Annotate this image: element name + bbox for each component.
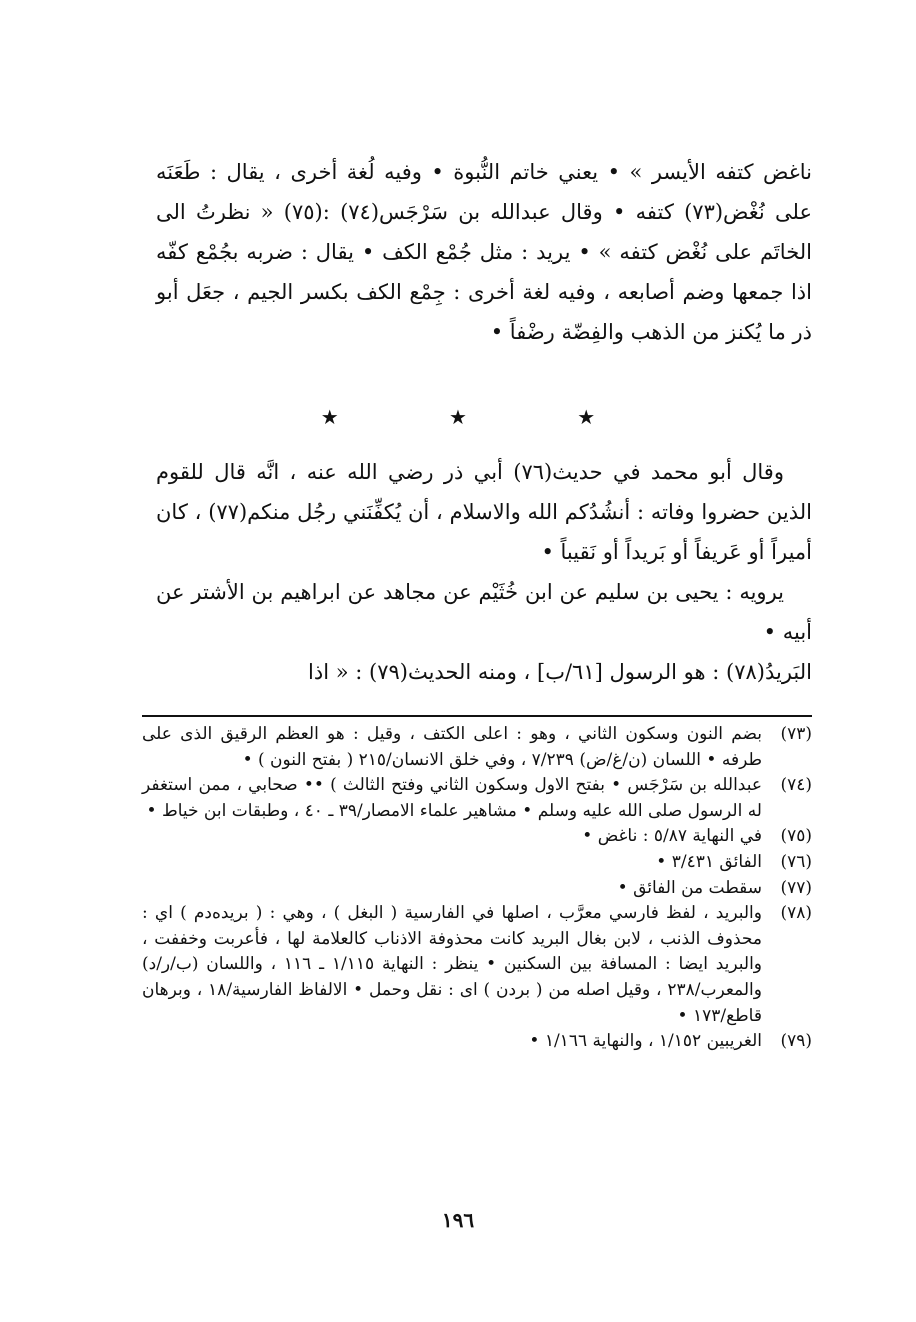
- footnote-text: الغريبين ١/١٥٢ ، والنهاية ١/١٦٦ •: [529, 1031, 762, 1052]
- footnote-divider: [142, 715, 812, 717]
- paragraph: ناغض كتفه الأيسر » • يعني خاتم النُّبوة • وفيه لُغة أخرى ، يقال : طَعَنَه على نُغْض(٧٣) كتفه • وقال عبدالله بن سَرْجَس(٧٤) :(٧٥) « نظرتُ الى الخاتَم على نُغْض كتفه » • يريد : مثل جُمْع الكف • يقال : ضربه بجُمْع كفّه اذا جمعها وضم أصابعه ، وفيه لغة أخرى : جِمْع الكف بكسر الجيم ، جعَل أبو ذر ما يُكنز من الذهب والفِضّة رضْفاً •: [156, 160, 812, 344]
- footnote-text: عبدالله بن سَرْجَس • بفتح الاول وسكون الثاني وفتح الثالث ) •• صحابي ، ممن استغفر له الرسول صلى الله عليه وسلم • مشاهير علماء الامصار/٣٩ ـ ٤٠ ، وطبقات ابن خياط •: [142, 775, 762, 821]
- footnote-number: (٧٧): [780, 877, 812, 898]
- page-number: ١٩٦: [441, 1208, 475, 1232]
- main-text-section-2: [156, 452, 812, 692]
- footnote: [142, 876, 812, 902]
- paragraph: البَريدُ(٧٨) : هو الرسول [٦١/ب] ، ومنه الحديث(٧٩) : « اذا: [308, 660, 812, 684]
- footnotes: [142, 722, 812, 1055]
- footnote: [142, 901, 812, 1029]
- paragraph: يرويه : يحيى بن سليم عن ابن خُثَيْم عن مجاهد عن ابراهيم بن الأشتر عن أبيه •: [156, 580, 812, 644]
- footnote-number: (٧٦): [780, 851, 812, 872]
- footnote-number: (٧٤): [780, 775, 812, 796]
- paragraph: وقال أبو محمد في حديث(٧٦) أبي ذر رضي الله عنه ، انَّه قال للقوم الذين حضروا وفاته : أنشُدُكم الله والاسلام ، أن يُكفِّنَني رجُل منكم(٧٧) ، كان أميراً أو عَريفاً أو بَريداً أو نَقيباً •: [156, 460, 812, 564]
- footnote-number: (٧٨): [780, 903, 812, 924]
- footnote-number: (٧٣): [780, 724, 812, 744]
- footnote: [142, 824, 812, 850]
- footnote-number: (٧٥): [780, 826, 812, 847]
- footnote-text: سقطت من الفائق •: [617, 877, 762, 898]
- footnote: [142, 1029, 812, 1055]
- footnote-text: والبريد ، لفظ فارسي معرَّب ، اصلها في الفارسية ( البغل ) ، وهي : ( بريده‌دم ) اي : محذوف الذنب ، لابن بغال البريد كانت محذوفة الاذناب كالعلامة لها ، فأعربت وخففت ، والبريد ايضا : المسافة بين السكنين • ينظر : النهاية ١/١١٥ ـ ١١٦ ، واللسان (ب/ر/د) والمعرب/٢٣٨ ، وقيل اصله من ( بردن ) اى : نقل وحمل • الالفاظ الفارسية/١٨ ، وبرهان قاطع/١٧٣ •: [142, 903, 762, 1026]
- footnote-text: الفائق ٣/٤٣١ •: [656, 851, 762, 872]
- main-text-section-1: [156, 152, 812, 352]
- section-separator: ★ ★ ★: [320, 405, 648, 429]
- footnote-text: بضم النون وسكون الثاني ، وهو : اعلى الكتف ، وقيل : هو العظم الرقيق الذى على طرفه • اللسان (ن/غ/ض) ٧/٢٣٩ ، وفي خلق الانسان/٢١٥ ( بفتح النون ) •: [142, 724, 762, 770]
- footnote: [142, 722, 812, 773]
- footnote: [142, 850, 812, 876]
- footnote: [142, 773, 812, 824]
- footnote-text: في النهاية ٥/٨٧ : ناغض •: [582, 826, 762, 847]
- footnote-number: (٧٩): [780, 1031, 812, 1052]
